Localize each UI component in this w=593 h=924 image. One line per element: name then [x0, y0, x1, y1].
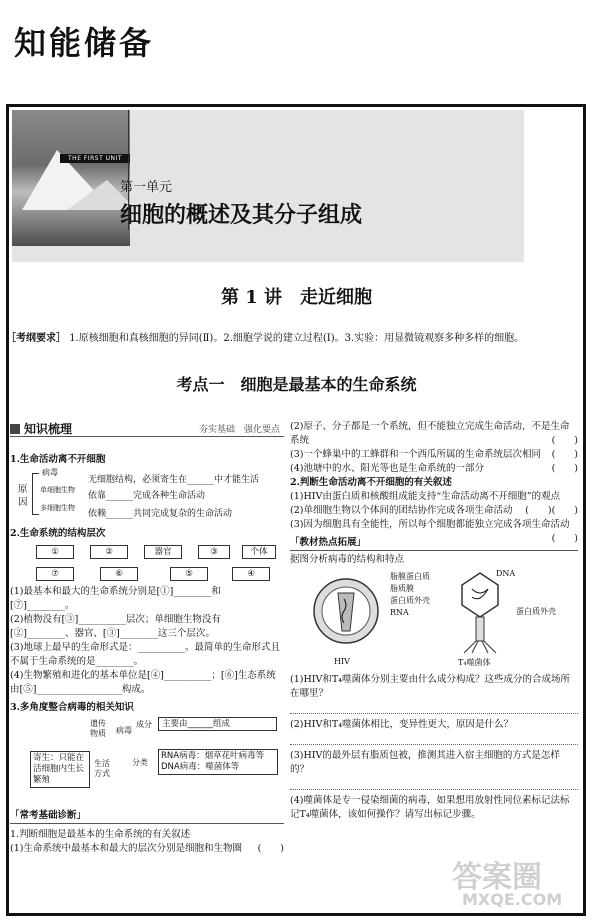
- right-q2-2-text: (2)单细胞生物以个体间的团结协作完成各项生命活动: [290, 505, 513, 516]
- answer-line[interactable]: [290, 701, 578, 714]
- diag-q1-1-text: (1)生命系统中最基本和最大的层次分别是细胞和生物圈: [10, 843, 242, 854]
- diag-q1: 1.判断细胞是最基本的生命系统的有关叙述: [10, 829, 191, 840]
- right-item-3-text: (3)一个蜂巢中的工蜂群和一个西瓜所属的生命系统层次相同: [290, 449, 541, 460]
- hiv-name: HIV: [334, 657, 350, 666]
- right-item-4-text: (4)池塘中的水、阳光等也是生命系统的一部分: [290, 463, 484, 474]
- s1-cause-label: 原因: [18, 484, 28, 508]
- phage-label-coat: 蛋白质外壳: [516, 607, 556, 616]
- hierarchy-box-5b: ⑤: [170, 567, 208, 581]
- right-item-2: [290, 420, 578, 448]
- right-q2-2: [290, 504, 578, 518]
- hierarchy-diagram: [10, 541, 284, 585]
- outline-text: 1.原核细胞和真核细胞的异同(Ⅱ)。2.细胞学说的建立过程(Ⅰ)。3.实验：用显微镜观察多种多样的细胞。: [69, 333, 525, 344]
- ext-q4: (4)噬菌体是专一侵染细菌的病毒，如果想用放射性同位素标记法标记T₄噬菌体，该如何操作？请写出标记步骤。: [290, 795, 570, 820]
- virus-class-box: [158, 749, 278, 775]
- hierarchy-box-2: ②: [90, 545, 128, 559]
- right-item-3: [290, 448, 578, 462]
- right-q2: 2.判断生命活动离不开细胞的有关叙述: [290, 477, 452, 488]
- hierarchy-box-4: ③: [198, 545, 230, 559]
- hiv-label-2: 脂质膜: [390, 584, 414, 593]
- right-item-2-text: (2)原子、分子都是一个系统，但不能独立完成生命活动，不是生命系统: [290, 421, 570, 446]
- s1-row-label-1: 病毒: [42, 468, 58, 477]
- diag-title: 常考基础诊断: [19, 810, 77, 821]
- outline-tag: ［考纲要求］: [6, 333, 66, 344]
- hiv-label-4: RNA: [390, 608, 409, 617]
- right-q2-1-text: (1)HIV由蛋白质和核酸组成能支持“生命活动离不开细胞”的观点: [290, 491, 561, 502]
- ext-section-header: 「教材热点拓展」: [290, 536, 578, 551]
- lecture-title: 第 1 讲 走近细胞: [220, 287, 373, 308]
- answer-paren[interactable]: ( ): [525, 505, 552, 516]
- right-column: [290, 420, 578, 822]
- unit-strip-label: THE FIRST UNIT: [60, 154, 130, 163]
- parasite-box: 寄生：只能在活细胞内生长繁殖: [30, 751, 90, 788]
- answer-paren[interactable]: ( ): [551, 449, 578, 460]
- exam-outline: [6, 332, 586, 346]
- s1-brace: [32, 473, 39, 515]
- hiv-labels: [390, 571, 430, 619]
- knowledge-section-header: [10, 420, 284, 437]
- ext-intro: 据图分析病毒的结构和特点: [290, 554, 405, 565]
- section-subtitle: 夯实基础 强化要点: [198, 425, 280, 435]
- hierarchy-box-5: 个体: [242, 545, 276, 559]
- left-column: [10, 420, 284, 856]
- section-title: 知识梳理: [24, 422, 73, 436]
- hiv-label-3: 蛋白质外壳: [390, 596, 430, 605]
- main-component-box: 主要由______组成: [158, 717, 277, 731]
- component-label: 成分: [136, 720, 152, 729]
- answer-paren[interactable]: ( ): [551, 533, 578, 544]
- phage-name: T₄噬菌体: [458, 658, 491, 667]
- answer-line[interactable]: [290, 732, 578, 745]
- hierarchy-box-1: ①: [36, 545, 74, 559]
- page-header-title: 知能储备: [14, 24, 155, 62]
- watermark-url: MXQE.COM: [462, 890, 563, 909]
- dna-virus: DNA病毒：噬菌体等: [161, 762, 240, 772]
- ext-q1: (1)HIV和T₄噬菌体分别主要由什么成分构成？这些成分的合成场所在哪里？: [290, 674, 571, 699]
- hierarchy-box-7: ⑦: [36, 567, 74, 581]
- s1-row-text-1: 无细胞结构，必须寄生在______中才能生活: [88, 475, 260, 485]
- iceberg-image: [12, 110, 130, 246]
- right-item-4: [290, 462, 578, 476]
- s2-item-4: (4)生物繁殖和进化的基本单位是[④]__________；[⑥]生态系统由[⑤]__________________构成。: [10, 670, 276, 695]
- s1-row-label-3: 多细胞生物: [40, 504, 75, 512]
- inherit-label: 遗传物质: [90, 719, 106, 738]
- unit-number: 第一单元: [120, 180, 173, 195]
- rna-virus: RNA病毒：烟草花叶病毒等: [161, 751, 265, 761]
- hiv-label-1: 脂膜蛋白质: [390, 572, 430, 581]
- virus-diagram: [10, 715, 284, 803]
- classify-label: 分类: [132, 758, 148, 767]
- ext-title: 教材热点拓展: [299, 537, 357, 548]
- ext-q3: (3)HIV的最外层有脂质包被，推测其进入宿主细胞的方式是怎样的？: [290, 750, 560, 775]
- s1-diagram: [10, 467, 284, 521]
- virus-label: 病毒: [116, 726, 132, 735]
- unit-title: 细胞的概述及其分子组成: [120, 203, 363, 228]
- s2-item-3: (3)地球上最早的生命形式是：__________。最简单的生命形式且不属于生命系统的是________。: [10, 642, 280, 667]
- answer-paren[interactable]: ( ): [551, 435, 578, 446]
- s2-item-2: (2)植物没有[③]__________层次；单细胞生物没有[②]________、器官、[③]________这三个层次。: [10, 614, 221, 639]
- square-icon: [10, 424, 20, 434]
- virus-figures: [290, 567, 578, 671]
- s1-row-label-2: 单细胞生物: [40, 486, 75, 494]
- s1-row-text-3: 依赖______共同完成复杂的生命活动: [88, 509, 233, 519]
- hiv-illustration: [308, 571, 386, 651]
- point-title: 考点一 细胞是最基本的生命系统: [176, 375, 417, 394]
- watermark-logo: 答案圈: [452, 860, 542, 895]
- answer-paren[interactable]: ( ): [257, 843, 284, 854]
- answer-paren[interactable]: ( ): [551, 463, 578, 474]
- ext-q2: (2)HIV和T₄噬菌体相比，变异性更大，原因是什么？: [290, 719, 514, 730]
- answer-paren[interactable]: ( ): [551, 505, 578, 516]
- hierarchy-box-6: ⑥: [100, 567, 138, 581]
- phage-illustration: [450, 571, 510, 655]
- s1-title: 1.生命活动离不开细胞: [10, 454, 106, 465]
- s2-title: 2.生命系统的结构层次: [10, 528, 106, 539]
- hierarchy-box-4b: ④: [232, 567, 270, 581]
- right-q2-3-text: (3)因为细胞具有全能性，所以每个细胞都能独立完成各项生命活动: [290, 519, 570, 530]
- phage-label-dna: DNA: [496, 569, 516, 578]
- diag-section-header: 「常考基础诊断」: [10, 809, 284, 824]
- diag-q1-1: [10, 842, 284, 856]
- answer-line[interactable]: [290, 777, 578, 790]
- s1-row-text-2: 依靠______完成各种生命活动: [88, 491, 206, 501]
- hierarchy-box-3: 器官: [144, 545, 182, 559]
- s2-item-1: (1)最基本和最大的生命系统分别是[①]________和[⑦]________。: [10, 586, 221, 611]
- life-label: 生活方式: [94, 759, 110, 778]
- s3-title: 3.多角度整合病毒的相关知识: [10, 702, 134, 713]
